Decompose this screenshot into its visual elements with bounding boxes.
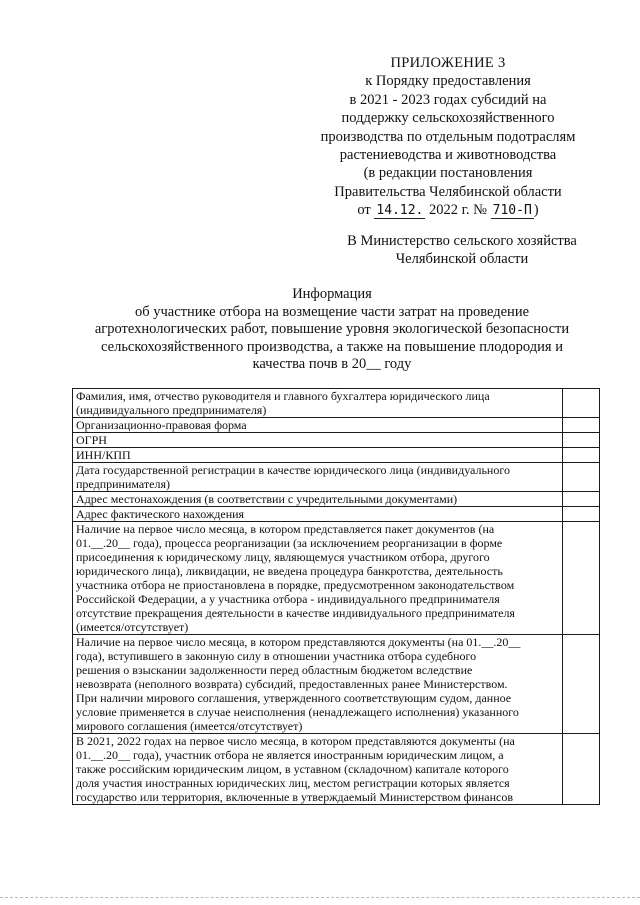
- annex-line: Правительства Челябинской области: [334, 183, 562, 200]
- row-label-line: Организационно-правовая форма: [76, 418, 247, 432]
- row-label-line: юридического лица), ликвидации, не введена процедура банкротства, деятельность: [76, 564, 503, 578]
- row-label-line: 01.__.20__ года), процесса реорганизации (за исключением реорганизации в форме: [76, 536, 503, 550]
- row-label-line: предпринимателя): [76, 477, 170, 491]
- annex-heading: ПРИЛОЖЕНИЕ 3: [390, 55, 506, 71]
- table-row: [73, 463, 600, 492]
- row-label-line: Фамилия, имя, отчество руководителя и главного бухгалтера юридического лица: [76, 389, 490, 403]
- annex-line: растениеводства и животноводства: [339, 147, 557, 164]
- addressee-line: Челябинской области: [395, 251, 529, 268]
- addressee-line: В Министерство сельского хозяйства: [347, 233, 577, 249]
- title-line: сельскохозяйственного производства, а также на повышение плодородия и: [101, 338, 563, 355]
- annex-date-line: от 14.12. 2022 г. № 710-П ): [357, 202, 539, 219]
- annex-line: поддержку сельскохозяйственного: [341, 110, 555, 127]
- row-label-line: При наличии мирового соглашения, утвержденного соответствующим судом, данное: [76, 691, 512, 705]
- row-label-line: Адрес местонахождения (в соответствии с учредительными документами): [76, 492, 458, 506]
- annex-line: производства по отдельным подотраслям: [320, 128, 576, 145]
- row-label-line: государство или территория, включенные в утверждаемый Министерством финансов: [76, 790, 514, 804]
- table-row: [73, 522, 600, 635]
- row-label-line: присоединения к юридическому лицу, являющемуся участником отбора, другого: [76, 550, 490, 564]
- row-label-line: доля участия иностранных юридических лиц, местом регистрации которых является: [76, 776, 510, 790]
- row-value-cell[interactable]: [563, 389, 600, 418]
- year-text: 2022 г. №: [428, 202, 488, 219]
- row-value-cell[interactable]: [563, 734, 600, 805]
- row-label-line: В 2021, 2022 годах на первое число месяца, в котором представляются документы (на: [76, 734, 515, 748]
- table-row: [73, 418, 600, 433]
- row-label-line: решения о взыскании задолженности перед областным бюджетом вследствие: [76, 663, 473, 677]
- title-heading: Информация: [292, 286, 372, 302]
- row-label: [73, 448, 563, 463]
- row-label: [73, 635, 563, 734]
- table-row: [73, 734, 600, 805]
- table-row: [73, 448, 600, 463]
- row-label-line: условие применяется в случае неисполнения (ненадлежащего исполнения) указанного: [76, 705, 519, 719]
- row-value-cell[interactable]: [563, 448, 600, 463]
- row-label-line: ОГРН: [76, 433, 107, 447]
- row-value-cell[interactable]: [563, 418, 600, 433]
- row-label: [73, 389, 563, 418]
- row-label-line: 01.__.20__ года), участник отбора не является иностранным юридическим лицом, а: [76, 748, 504, 762]
- annex-line: к Порядку предоставления: [365, 73, 531, 90]
- row-label-line: отсутствие прекращения деятельности в качестве индивидуального предпринимателя: [76, 606, 515, 620]
- row-label-line: Дата государственной регистрации в качестве юридического лица (индивидуального: [76, 463, 510, 477]
- row-label-line: (индивидуального предпринимателя): [76, 403, 267, 417]
- handwritten-date: 14.12.: [376, 203, 424, 219]
- row-label-line: Наличие на первое число месяца, в котором представляются документы (на 01.__.20__: [76, 635, 521, 649]
- addressee: [312, 232, 612, 269]
- row-value-cell[interactable]: [563, 463, 600, 492]
- title-line: об участнике отбора на возмещение части затрат на проведение: [134, 303, 530, 320]
- row-label-line: года), вступившего в законную силу в отношении участника отбора судебного: [76, 649, 477, 663]
- table-row: [73, 492, 600, 507]
- title-line: агротехнологических работ, повышение уровня экологической безопасности: [94, 321, 570, 337]
- row-label: [73, 433, 563, 448]
- row-label: [73, 522, 563, 635]
- info-table-body: [73, 389, 600, 805]
- row-label-line: ИНН/КПП: [76, 448, 131, 462]
- annex-header: [312, 54, 584, 220]
- date-prefix: от: [357, 202, 371, 219]
- row-label-line: мирового соглашения (имеется/отсутствует): [76, 719, 303, 733]
- table-row: [73, 507, 600, 522]
- document-title: [62, 286, 602, 374]
- row-label: [73, 507, 563, 522]
- row-label-line: Российской Федерации, а у участника отбора - индивидуального предпринимателя: [76, 592, 500, 606]
- scan-edge-line: [0, 897, 640, 899]
- table-row: [73, 635, 600, 734]
- row-value-cell[interactable]: [563, 635, 600, 734]
- row-label: [73, 463, 563, 492]
- title-line: качества почв в 20__ году: [252, 356, 412, 372]
- row-label-line: Адрес фактического нахождения: [76, 507, 245, 521]
- row-label-line: также российским юридическим лицом, в уставном (складочном) капитале которого: [76, 762, 509, 776]
- row-label: [73, 492, 563, 507]
- table-row: [73, 389, 600, 418]
- row-label-line: (имеется/отсутствует): [76, 620, 189, 634]
- table-row: [73, 433, 600, 448]
- handwritten-number: 710-П: [492, 203, 532, 219]
- row-label-line: участника отбора не приостановлена в порядке, предусмотренном законодательством: [76, 578, 515, 592]
- info-table: [72, 388, 600, 805]
- row-value-cell[interactable]: [563, 522, 600, 635]
- row-label: [73, 418, 563, 433]
- row-label-line: невозврата (неполного возврата) субсидий, предоставленных ранее Министерством.: [76, 677, 508, 691]
- row-value-cell[interactable]: [563, 507, 600, 522]
- annex-line: (в редакции постановления: [363, 165, 533, 182]
- row-value-cell[interactable]: [563, 433, 600, 448]
- row-label: [73, 734, 563, 805]
- row-label-line: Наличие на первое число месяца, в котором представляется пакет документов (на: [76, 522, 495, 536]
- annex-line: в 2021 - 2023 годах субсидий на: [349, 91, 547, 108]
- row-value-cell[interactable]: [563, 492, 600, 507]
